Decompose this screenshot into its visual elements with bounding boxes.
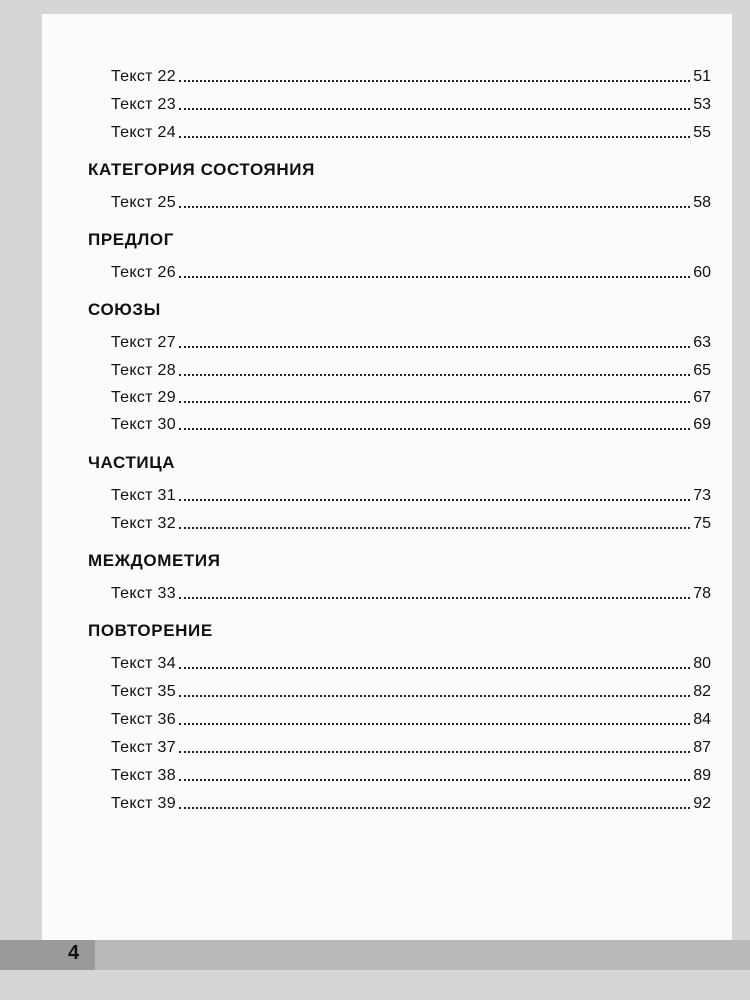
dot-leader — [179, 108, 690, 110]
toc-entry-label: Текст 23 — [111, 96, 176, 113]
toc-entry[interactable] — [111, 675, 711, 701]
dot-leader — [179, 597, 690, 599]
toc-entry-label: Текст 31 — [111, 487, 176, 504]
dot-leader — [179, 667, 690, 669]
toc-entry-page: 87 — [693, 739, 711, 756]
toc-entry[interactable] — [111, 354, 711, 380]
toc-entry-label: Текст 33 — [111, 585, 176, 602]
toc-entry-label: Текст 26 — [111, 264, 176, 281]
toc-entry[interactable] — [111, 326, 711, 352]
toc-entry-label: Текст 28 — [111, 362, 176, 379]
dot-leader — [179, 374, 690, 376]
toc-entry-page: 75 — [693, 515, 711, 532]
toc-entry[interactable] — [111, 256, 711, 282]
toc-entry-page: 67 — [693, 389, 711, 406]
section-heading: КАТЕГОРИЯ СОСТОЯНИЯ — [88, 160, 315, 179]
toc-entry[interactable] — [111, 731, 711, 757]
toc-entry-page: 51 — [693, 68, 711, 85]
section-heading: ПОВТОРЕНИЕ — [88, 621, 213, 640]
toc-entry-label: Текст 37 — [111, 739, 176, 756]
toc-entry[interactable] — [111, 116, 711, 142]
toc-entry[interactable] — [111, 787, 711, 813]
toc-entry-label: Текст 24 — [111, 124, 176, 141]
dot-leader — [179, 136, 690, 138]
toc-entry-label: Текст 25 — [111, 194, 176, 211]
toc-entry-label: Текст 32 — [111, 515, 176, 532]
toc-entry-label: Текст 35 — [111, 683, 176, 700]
toc-entry[interactable] — [111, 703, 711, 729]
footer-page-tab — [0, 940, 95, 970]
toc-entry[interactable] — [111, 577, 711, 603]
dot-leader — [179, 807, 690, 809]
toc-entry-page: 89 — [693, 767, 711, 784]
toc-entry-label: Текст 27 — [111, 334, 176, 351]
dot-leader — [179, 401, 690, 403]
section-heading: ЧАСТИЦА — [88, 453, 176, 472]
page-number: 4 — [68, 942, 80, 964]
dot-leader — [179, 779, 690, 781]
dot-leader — [179, 80, 690, 82]
dot-leader — [179, 527, 690, 529]
dot-leader — [179, 499, 690, 501]
section-heading: МЕЖДОМЕТИЯ — [88, 551, 221, 570]
toc-entry-label: Текст 38 — [111, 767, 176, 784]
toc-entry-label: Текст 34 — [111, 655, 176, 672]
dot-leader — [179, 695, 690, 697]
toc-entry[interactable] — [111, 381, 711, 407]
toc-entry[interactable] — [111, 759, 711, 785]
dot-leader — [179, 723, 690, 725]
toc-entry-page: 84 — [693, 711, 711, 728]
section-heading: ПРЕДЛОГ — [88, 230, 174, 249]
toc-entry[interactable] — [111, 186, 711, 212]
toc-entry-label: Текст 22 — [111, 68, 176, 85]
toc-entry[interactable] — [111, 647, 711, 673]
toc-entry-page: 58 — [693, 194, 711, 211]
toc-entry-label: Текст 39 — [111, 795, 176, 812]
toc-entry-label: Текст 30 — [111, 416, 176, 433]
dot-leader — [179, 751, 690, 753]
toc-entry-page: 53 — [693, 96, 711, 113]
toc-entry-page: 78 — [693, 585, 711, 602]
footer-band — [0, 940, 750, 970]
toc-entry[interactable] — [111, 507, 711, 533]
toc-entry-page: 60 — [693, 264, 711, 281]
toc-entry[interactable] — [111, 479, 711, 505]
toc-entry-page: 55 — [693, 124, 711, 141]
toc-entry-label: Текст 36 — [111, 711, 176, 728]
toc-entry[interactable] — [111, 88, 711, 114]
toc-entry-page: 63 — [693, 334, 711, 351]
toc-entry-page: 92 — [693, 795, 711, 812]
dot-leader — [179, 276, 690, 278]
toc-entry-page: 65 — [693, 362, 711, 379]
toc-entry-page: 80 — [693, 655, 711, 672]
toc-entry-page: 69 — [693, 416, 711, 433]
toc-entry-page: 82 — [693, 683, 711, 700]
toc-entry[interactable] — [111, 408, 711, 434]
section-heading: СОЮЗЫ — [88, 300, 161, 319]
toc-entry-label: Текст 29 — [111, 389, 176, 406]
dot-leader — [179, 346, 690, 348]
dot-leader — [179, 206, 690, 208]
toc-entry[interactable] — [111, 60, 711, 86]
dot-leader — [179, 428, 690, 430]
toc-entry-page: 73 — [693, 487, 711, 504]
